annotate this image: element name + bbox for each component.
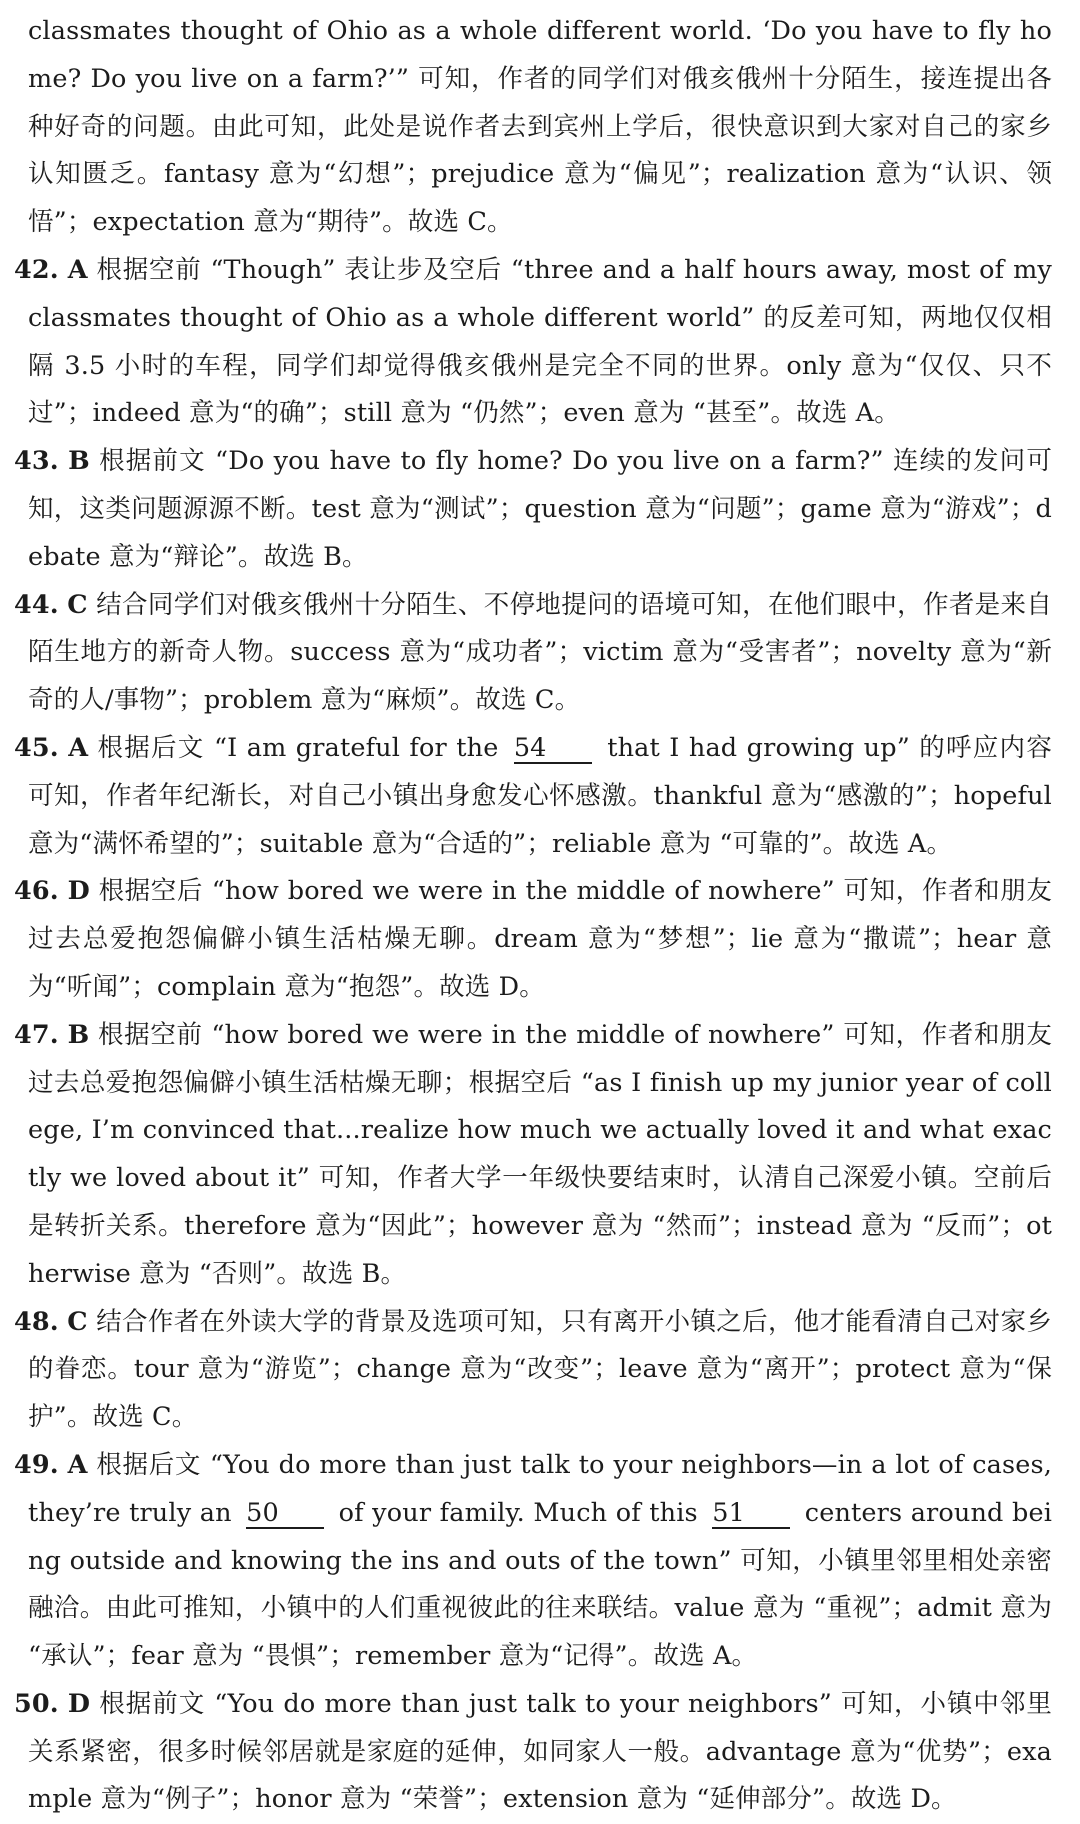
item-answer: A (68, 732, 89, 763)
item-number: 44. (14, 589, 59, 620)
intro-text: classmates thought of Ohio as a whole different world. ‘Do you have to fly home? Do you live on a farm?’” 可知，作者的同学们对俄亥俄州十分陌生，接连提出各种好奇的问题。由此可知，此处是说作者去到宾州上学后，很快意识到大家对自己的家乡认知匮乏。fantasy 意为“幻想”；prejudice 意为“偏见”；realization 意为“认识、领悟”；expectation 意为“期待”。故选 C。 (28, 16, 1052, 238)
item-answer: C (67, 1306, 88, 1337)
intro-paragraph (14, 8, 1052, 247)
item-explanation: 根据空后 “how bored we were in the middle of nowhere” 可知，作者和朋友过去总爱抱怨偏僻小镇生活枯燥无聊。dream 意为“梦想”；lie 意为“撒谎”；hear 意为“听闻”；complain 意为“抱怨”。故选 D。 (28, 876, 1052, 1002)
item-number: 45. (14, 732, 59, 763)
item-explanation-post: centers around being outside and knowing the ins and outs of the town” 可知，小镇里邻里相处亲密融洽。由此可推知，小镇中的人们重视彼此的往来联结。value 意为 “重视”；admit 意为 “承认”；fear 意为 “畏惧”；remember 意为“记得”。故选 A。 (28, 1497, 1053, 1672)
blank-number: 54 (514, 734, 592, 764)
item-answer: B (68, 446, 90, 477)
item-48 (14, 1299, 1052, 1442)
item-explanation-pre: 根据后文 “I am grateful for the (97, 732, 499, 763)
item-answer: C (67, 589, 88, 620)
blank-number: 51 (712, 1499, 790, 1529)
item-explanation: 根据空前 “how bored we were in the middle of nowhere” 可知，作者和朋友过去总爱抱怨偏僻小镇生活枯燥无聊；根据空后 “as I finish up my junior year of college, I’m convinced that...realize how much we actually loved it and what exactly we loved about it” 可知，作者大学一年级快要结束时，认清自己深爱小镇。空前后是转折关系。therefore 意为“因此”；however 意为 “然而”；instead 意为 “反而”；otherwise 意为 “否则”。故选 B。 (28, 1019, 1052, 1289)
item-answer: D (67, 1688, 91, 1719)
item-explanation: 根据空前 “Though” 表让步及空后 “three and a half hours away, most of my classmates thought of Ohio as a whole different world” 的反差可知，两地仅仅相隔 3.5 小时的车程，同学们却觉得俄亥俄州是完全不同的世界。only 意为“仅仅、只不过”；indeed 意为“的确”；still 意为 “仍然”；even 意为 “甚至”。故选 A。 (28, 254, 1052, 429)
item-49 (14, 1442, 1052, 1681)
item-explanation: 根据前文 “You do more than just talk to your neighbors” 可知，小镇中邻里关系紧密，很多时候邻居就是家庭的延伸，如同家人一般。advantage 意为“优势”；example 意为“例子”；honor 意为 “荣誉”；extension 意为 “延伸部分”。故选 D。 (28, 1688, 1052, 1815)
item-explanation-post: that I had growing up” 的呼应内容可知，作者年纪渐长，对自己小镇出身愈发心怀感激。thankful 意为“感激的”；hopeful 意为“满怀希望的”；suitable 意为“合适的”；reliable 意为 “可靠的”。故选 A。 (28, 732, 1052, 859)
item-number: 42. (14, 254, 59, 285)
item-answer: A (67, 254, 88, 285)
item-45 (14, 725, 1052, 868)
item-explanation: 根据前文 “Do you have to fly home? Do you live on a farm?” 连续的发问可知，这类问题源源不断。test 意为“测试”；question 意为“问题”；game 意为“游戏”；debate 意为“辩论”。故选 B。 (28, 446, 1052, 572)
item-number: 47. (14, 1019, 59, 1050)
item-number: 48. (14, 1306, 59, 1337)
item-answer: A (67, 1449, 88, 1480)
item-50 (14, 1681, 1052, 1824)
item-46 (14, 868, 1052, 1011)
item-explanation: 结合同学们对俄亥俄州十分陌生、不停地提问的语境可知，在他们眼中，作者是来自陌生地方的新奇人物。success 意为“成功者”；victim 意为“受害者”；novelty 意为“新奇的人/事物”；problem 意为“麻烦”。故选 C。 (28, 589, 1052, 716)
item-answer: D (67, 876, 90, 907)
item-number: 43. (14, 446, 59, 477)
blank-number: 50 (246, 1499, 324, 1529)
item-43 (14, 438, 1052, 581)
item-42 (14, 247, 1052, 438)
item-44 (14, 582, 1052, 725)
item-explanation-mid: of your family. Much of this (338, 1497, 698, 1528)
item-explanation: 结合作者在外读大学的背景及选项可知，只有离开小镇之后，他才能看清自己对家乡的眷恋。tour 意为“游览”；change 意为“改变”；leave 意为“离开”；protect 意为“保护”。故选 C。 (28, 1306, 1052, 1433)
item-number: 50. (14, 1688, 59, 1719)
item-explanation-pre: 根据后文 “You do more than just talk to your neighbors—in a lot of cases, they’re truly an (28, 1449, 1052, 1528)
item-number: 46. (14, 876, 59, 907)
item-answer: B (67, 1019, 90, 1050)
item-number: 49. (14, 1449, 59, 1480)
item-47 (14, 1012, 1052, 1299)
